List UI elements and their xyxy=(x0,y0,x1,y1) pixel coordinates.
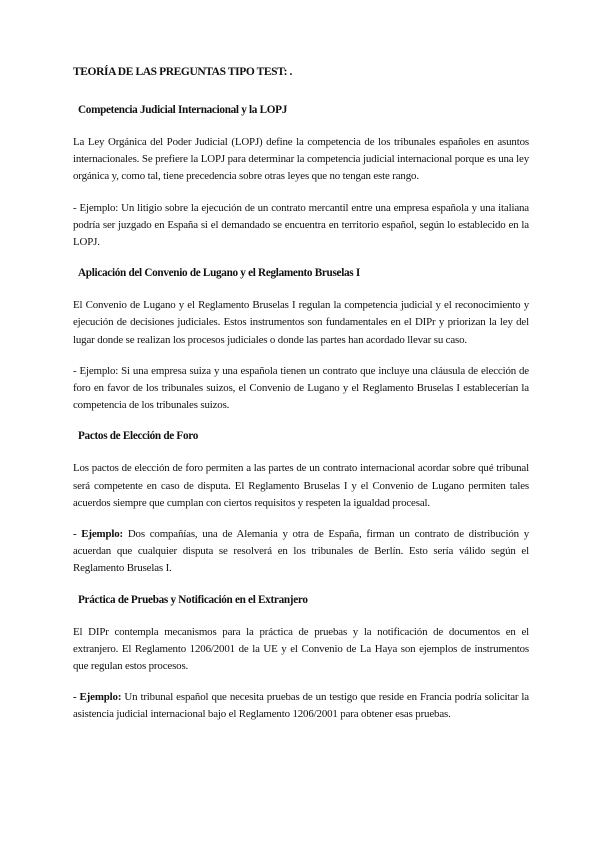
section-body: Los pactos de elección de foro permiten a las partes de un contrato internacional acordar sobre qué tribunal será competente en caso de disputa. El Reglamento Bruselas I y el Convenio de Lugano permiten tales acuerdos siempre que cumplan con ciertos requisitos y respeten la igualdad procesal. xyxy=(73,462,529,509)
example-text: Un tribunal español que necesita pruebas de un testigo que reside en Francia podría solicitar la asistencia judicial internacional bajo el Reglamento 1206/2001 para obtener esas pruebas. xyxy=(73,691,529,721)
section-heading: Práctica de Pruebas y Notificación en el Extranjero xyxy=(78,593,308,606)
example-lead: - Ejemplo: xyxy=(73,691,122,704)
section-pruebas-notificacion xyxy=(73,592,529,724)
section-pactos-foro xyxy=(73,428,529,577)
section-body: La Ley Orgánica del Poder Judicial (LOPJ) define la competencia de los tribunales españoles en asuntos internacionales. Se prefiere la LOPJ para determinar la competencia judicial internacional porque es una ley orgánica y, como tal, tiene precedencia sobre otras leyes que no tengan este rango. xyxy=(73,136,529,183)
section-heading: Pactos de Elección de Foro xyxy=(78,430,199,443)
section-example xyxy=(73,200,529,252)
example-lead: - Ejemplo: xyxy=(73,528,124,541)
section-body: El Convenio de Lugano y el Reglamento Bruselas I regulan la competencia judicial y el reconocimiento y ejecución de decisiones judiciales. Estos instrumentos son fundamentales en el DIPr y priorizan la ley del lugar donde se realizan los procesos judiciales o donde las partes han acordado llevar su caso. xyxy=(73,299,529,346)
section-heading: Competencia Judicial Internacional y la LOPJ xyxy=(78,104,287,116)
document-page xyxy=(73,64,529,738)
section-example xyxy=(73,689,529,723)
example-text: Dos compañías, una de Alemania y otra de España, firman un contrato de distribución y acuerdan que cualquier disputa se resolverá en los tribunales de Berlín. Esto sería válido según el Reglamento Bruselas I. xyxy=(73,528,529,575)
section-heading: Aplicación del Convenio de Lugano y el Reglamento Bruselas I xyxy=(78,267,360,280)
section-lugano-bruselas xyxy=(73,265,529,414)
example-text: - Ejemplo: Un litigio sobre la ejecución de un contrato mercantil entre una empresa española y una italiana podría ser juzgado en España si el demandado se encuentra en territorio español, según lo establecido en la LOPJ. xyxy=(73,201,529,249)
section-example xyxy=(73,526,529,578)
document-title: TEORÍA DE LAS PREGUNTAS TIPO TEST: . xyxy=(73,66,292,78)
section-example xyxy=(73,363,529,415)
section-competencia xyxy=(73,102,529,251)
section-body: El DIPr contempla mecanismos para la práctica de pruebas y la notificación de documentos en el extranjero. El Reglamento 1206/2001 de la UE y el Convenio de La Haya son ejemplos de instrumentos que regulan estos procesos. xyxy=(73,625,529,673)
example-text: - Ejemplo: Si una empresa suiza y una española tienen un contrato que incluye una cláusula de elección de foro en favor de los tribunales suizos, el Convenio de Lugano y el Reglamento Bruselas I establecerían la competencia de los tribunales suizos. xyxy=(73,364,529,412)
